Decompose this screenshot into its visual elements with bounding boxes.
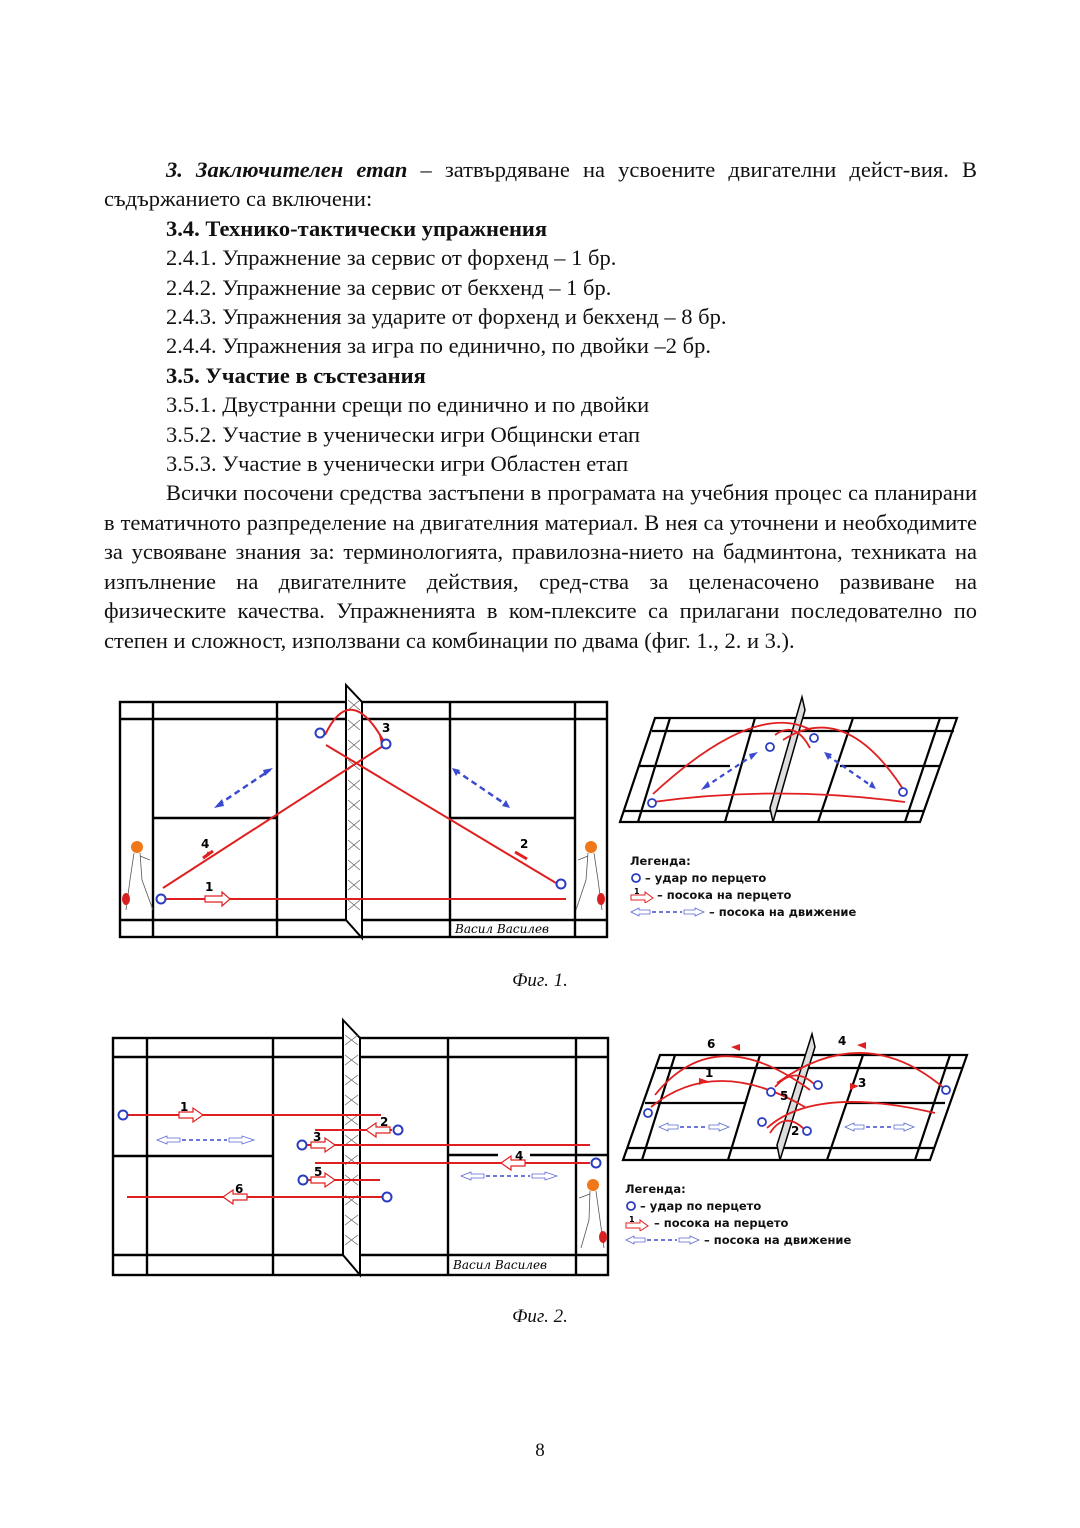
hit-marker-icon bbox=[298, 1141, 307, 1150]
shot-label: 3 bbox=[858, 1076, 867, 1090]
figure-2-court-diagram bbox=[105, 1015, 615, 1285]
movement-arrow-icon bbox=[214, 799, 224, 808]
hit-marker-icon bbox=[766, 743, 774, 751]
shot-label: 1 bbox=[180, 1100, 189, 1114]
legend-item-hit: – удар по перцето bbox=[630, 869, 856, 886]
figure-2-perspective-diagram bbox=[615, 1025, 975, 1165]
court-lines bbox=[120, 702, 607, 937]
racket-icon bbox=[597, 893, 605, 905]
shot-label: 2 bbox=[380, 1115, 389, 1129]
shot-label: 4 bbox=[201, 837, 210, 851]
movement-arrow-icon bbox=[461, 1172, 484, 1180]
page-number: 8 bbox=[535, 1440, 545, 1461]
hit-marker-icon bbox=[119, 1111, 128, 1120]
list-item: 3.5.1. Двустранни срещи по единично и по двойки bbox=[166, 392, 650, 418]
hit-marker-icon bbox=[394, 1126, 403, 1135]
arrowhead-icon bbox=[857, 1042, 866, 1049]
player-icon bbox=[131, 841, 143, 853]
shot-label: 4 bbox=[515, 1149, 524, 1163]
movement-arrow-icon bbox=[659, 1123, 678, 1131]
movement-arrow-icon bbox=[157, 1136, 180, 1144]
hit-marker-icon bbox=[630, 872, 642, 884]
movement-arrow-icon bbox=[709, 1123, 729, 1131]
player-icon bbox=[585, 841, 597, 853]
movement-arrow-icon bbox=[625, 1234, 701, 1246]
hit-marker-icon bbox=[767, 1088, 775, 1096]
stage-description: – затвърдяване на усвоените двигателни дейст-вия. В съдържанието са включени: bbox=[104, 157, 977, 212]
hit-marker-icon bbox=[803, 1127, 811, 1135]
shot-label: 3 bbox=[313, 1130, 322, 1144]
shot-label: 6 bbox=[235, 1182, 244, 1196]
figure-1-legend bbox=[630, 852, 856, 920]
hit-marker-icon bbox=[814, 1081, 822, 1089]
shot-label: 2 bbox=[791, 1124, 800, 1138]
hit-marker-icon bbox=[382, 740, 391, 749]
legend-item-shuttle-direction: 1 – посока на перцето bbox=[625, 1214, 851, 1231]
shot-direction-arrows bbox=[203, 851, 527, 906]
movement-arrow-icon bbox=[630, 906, 706, 918]
list-item: 2.4.2. Упражнение за сервис от бекхенд – 1 бр. bbox=[166, 274, 612, 300]
shot-label: 1 bbox=[705, 1066, 714, 1080]
shot-label: 2 bbox=[520, 837, 529, 851]
hit-marker-icon bbox=[592, 1159, 601, 1168]
shot-label: 5 bbox=[780, 1089, 789, 1103]
hit-marker-icon bbox=[299, 1176, 308, 1185]
net bbox=[770, 697, 805, 822]
shuttle-arrow-icon bbox=[625, 1215, 653, 1231]
shuttle-arrow-icon bbox=[205, 892, 230, 906]
list-item: 2.4.1. Упражнение за сервис от форхенд – 1 бр. bbox=[166, 245, 617, 271]
shot-label: 5 bbox=[314, 1165, 323, 1179]
player-left bbox=[122, 841, 153, 910]
shot-labels bbox=[201, 721, 528, 894]
hit-marker-icon bbox=[899, 788, 907, 796]
shot-label: 1 bbox=[205, 880, 214, 894]
racket-icon bbox=[122, 893, 130, 905]
player-icon bbox=[587, 1179, 599, 1191]
svg-text:1: 1 bbox=[629, 1214, 635, 1224]
hit-marker-icon bbox=[942, 1086, 950, 1094]
legend-item-movement-direction: – посока на движение bbox=[630, 903, 856, 920]
hit-marker-icon bbox=[648, 799, 656, 807]
movement-arrow-icon bbox=[502, 800, 510, 808]
svg-text:1: 1 bbox=[634, 886, 640, 896]
figure-1-court-diagram bbox=[110, 680, 620, 950]
hit-marker-icon bbox=[383, 1193, 392, 1202]
author-signature: Васил Василев bbox=[453, 1258, 548, 1272]
author-signature: Васил Василев bbox=[455, 922, 550, 936]
shuttle-arrow-icon bbox=[515, 852, 527, 859]
movement-arrow-icon bbox=[845, 1123, 864, 1131]
movement-arrow-icon bbox=[869, 781, 876, 789]
hit-marker-icon bbox=[625, 1200, 637, 1212]
shot-label: 3 bbox=[382, 721, 391, 735]
hit-marker-icon bbox=[557, 880, 566, 889]
arrowhead-icon bbox=[731, 1044, 740, 1051]
player-right bbox=[576, 841, 605, 910]
body-text bbox=[104, 155, 977, 655]
movement-arrow-icon bbox=[824, 752, 832, 760]
figure-2-caption: Фиг. 2. bbox=[512, 1306, 568, 1327]
stage-title: 3. Заключителен етап bbox=[166, 157, 408, 182]
legend-title: Легенда: bbox=[625, 1181, 686, 1196]
racket-icon bbox=[599, 1231, 607, 1243]
figure-1-perspective-diagram bbox=[615, 690, 965, 830]
section-heading: 3.5. Участие в състезания bbox=[166, 362, 426, 388]
intro-paragraph bbox=[104, 155, 977, 214]
legend-title: Легенда: bbox=[630, 853, 691, 868]
legend-item-shuttle-direction: 1 – посока на перцето bbox=[630, 886, 856, 903]
hit-marker-icon bbox=[810, 734, 818, 742]
list-item: 3.5.3. Участие в ученически игри Областен етап bbox=[166, 451, 629, 477]
player-right bbox=[579, 1179, 607, 1248]
movement-arrow-icon bbox=[749, 752, 758, 760]
movement-arrow-icon bbox=[894, 1123, 914, 1131]
list-item: 2.4.4. Упражнения за игра по единично, по двойки –2 бр. bbox=[166, 333, 711, 359]
trajectory-5 bbox=[775, 1075, 815, 1087]
legend-item-movement-direction: – посока на движение bbox=[625, 1231, 851, 1248]
legend-item-hit: – удар по перцето bbox=[625, 1197, 851, 1214]
shot-label: 4 bbox=[838, 1034, 847, 1048]
hit-marker-icon bbox=[157, 895, 166, 904]
list-item: 3.5.2. Участие в ученически игри Общински етап bbox=[166, 421, 640, 447]
shuttle-arrow-icon bbox=[630, 887, 656, 903]
list-item: 2.4.3. Упражнения за ударите от форхенд и бекхенд – 8 бр. bbox=[166, 304, 727, 330]
net bbox=[343, 1020, 360, 1275]
figure-1-caption: Фиг. 1. bbox=[512, 970, 568, 991]
body-paragraph: Всички посочени средства застъпени в програмата на учебния процес са планирани в тематичното разпределение на двигателния материал. В нея са уточнени и необходимите за усвояване знания за: терминологията, правилозна-нието на бадминтона, техниката на изпълнение на двигателните действия, сред-ства за целенасочено развиване на физическите качества. Упражненията в ком-плексите са прилагани последователно по степен и сложност, използвани са комбинации по двама (фиг. 1., 2. и 3.). bbox=[104, 480, 977, 653]
hit-marker-icon bbox=[316, 729, 325, 738]
shot-label: 6 bbox=[707, 1037, 716, 1051]
net bbox=[346, 685, 362, 938]
movement-arrow-icon bbox=[701, 781, 710, 790]
movement-arrow-icon bbox=[532, 1172, 557, 1180]
movement-arrow-icon bbox=[229, 1136, 254, 1144]
hit-marker-icon bbox=[644, 1109, 652, 1117]
figure-2-legend bbox=[625, 1180, 851, 1248]
hit-marker-icon bbox=[758, 1118, 766, 1126]
section-heading: 3.4. Технико-тактически упражнения bbox=[166, 215, 548, 241]
arrowheads bbox=[699, 1042, 866, 1090]
